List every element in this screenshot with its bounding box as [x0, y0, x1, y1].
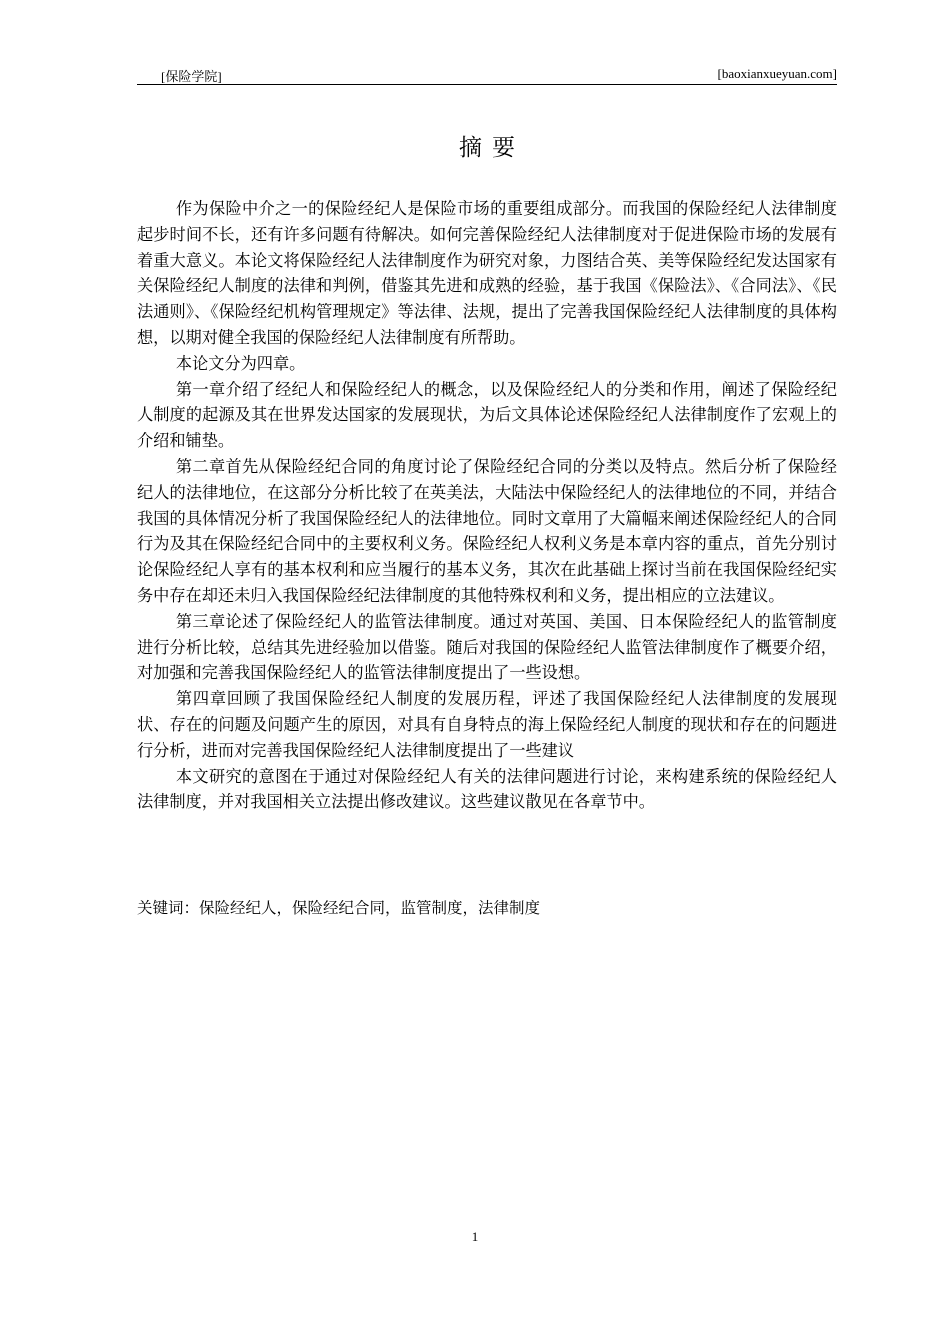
abstract-body — [137, 196, 837, 815]
keywords-label: 关键词： — [137, 899, 200, 917]
abstract-paragraph: 第四章回顾了我国保险经纪人制度的发展历程，评述了我国保险经纪人法律制度的发展现状、存在的问题及问题产生的原因，对具有自身特点的海上保险经纪人制度的现状和存在的问题进行分析，进而对完善我国保险经纪人法律制度提出了一些建议 — [137, 689, 837, 760]
abstract-paragraph: 本文研究的意图在于通过对保险经纪人有关的法律问题进行讨论，来构建系统的保险经纪人法律制度，并对我国相关立法提出修改建议。这些建议散见在各章节中。 — [137, 766, 837, 812]
keywords-line — [137, 896, 837, 918]
header-site-url: [baoxianxueyuan.com] — [717, 66, 837, 81]
abstract-paragraph: 第三章论述了保险经纪人的监管法律制度。通过对英国、美国、日本保险经纪人的监管制度进行分析比较，总结其先进经验加以借鉴。随后对我国的保险经纪人监管法律制度作了概要介绍，对加强和完善我国保险经纪人的监管法律制度提出了一些设想。 — [137, 611, 837, 683]
abstract-paragraph: 第一章介绍了经纪人和保险经纪人的概念，以及保险经纪人的分类和作用，阐述了保险经纪人制度的起源及其在世界发达国家的发展现状，为后文具体论述保险经纪人法律制度作了宏观上的介绍和铺垫。 — [137, 379, 837, 451]
page-number: 1 — [471, 1229, 479, 1244]
abstract-paragraph: 作为保险中介之一的保险经纪人是保险市场的重要组成部分。而我国的保险经纪人法律制度起步时间不长，还有许多问题有待解决。如何完善保险经纪人法律制度对于促进保险市场的发展有着重大意义。本论文将保险经纪人法律制度作为研究对象，力图结合英、美等保险经纪发达国家有关保险经纪人制度的法律和判例，借鉴其先进和成熟的经验，基于我国《保险法》、《合同法》、《民法通则》、《保险经纪机构管理规定》等法律、法规，提出了完善我国保险经纪人法律制度的具体构想，以期对健全我国的保险经纪人法律制度有所帮助。 — [137, 199, 837, 347]
header-site-name: [保险学院] — [161, 69, 222, 84]
page-title: 摘要 — [459, 135, 525, 161]
abstract-paragraph: 本论文分为四章。 — [175, 353, 306, 373]
keywords-value: 保险经纪人，保险经纪合同，监管制度，法律制度 — [199, 899, 541, 917]
abstract-paragraph: 第二章首先从保险经纪合同的角度讨论了保险经纪合同的分类以及特点。然后分析了保险经纪人的法律地位，在这部分分析比较了在英美法，大陆法中保险经纪人的法律地位的不同，并结合我国的具体情况分析了我国保险经纪人的法律地位。同时文章用了大篇幅来阐述保险经纪人的合同行为及其在保险经纪合同中的主要权利义务。保险经纪人权利义务是本章内容的重点，首先分别讨论保险经纪人享有的基本权利和应当履行的基本义务，其次在此基础上探讨当前在我国保险经纪实务中存在却还未归入我国保险经纪法律制度的其他特殊权利和义务，提出相应的立法建议。 — [137, 456, 837, 605]
page-header — [137, 62, 837, 85]
